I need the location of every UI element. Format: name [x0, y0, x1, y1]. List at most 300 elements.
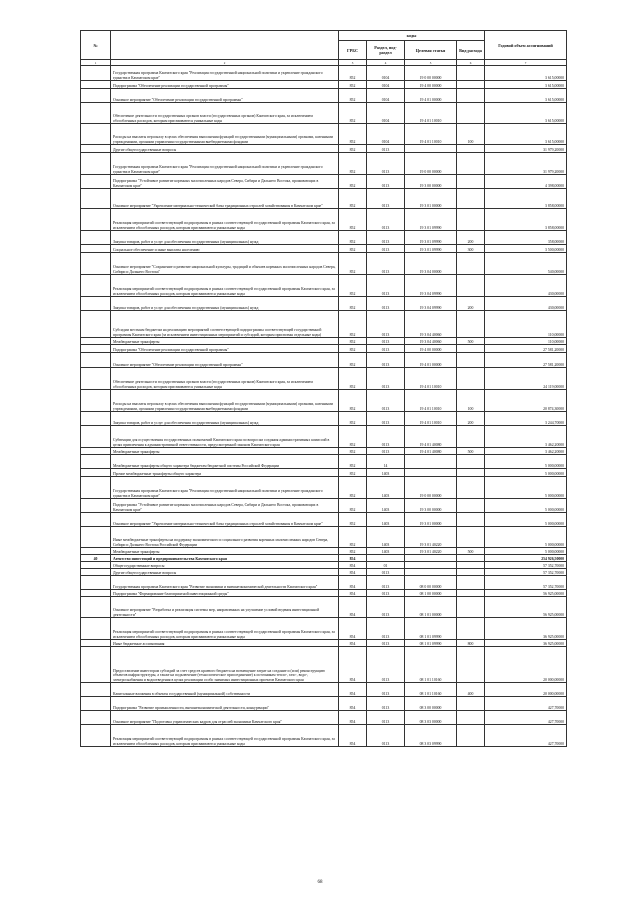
row-vid-cell [457, 145, 485, 153]
row-vid-cell [457, 590, 485, 597]
row-number-cell [81, 390, 111, 412]
row-grbs-cell: 852 [339, 353, 367, 368]
row-razdel-cell: 0113 [367, 590, 405, 597]
column-index: 6 [457, 60, 485, 66]
row-tsel-cell: 19 3 04 00000 [405, 253, 457, 275]
row-vid-cell: 800 [457, 640, 485, 647]
row-grbs-cell: 852 [339, 338, 367, 345]
row-razdel-cell: 0113 [367, 412, 405, 426]
row-number-cell [81, 618, 111, 640]
row-amount-cell: 430,00000 [485, 275, 567, 297]
row-name-cell: Основное мероприятие "Подготовка управленческих кадров для отраслей экономики Камчатского края" [111, 711, 339, 725]
row-number-cell [81, 66, 111, 81]
row-amount-cell: 3 615,00000 [485, 124, 567, 145]
row-name-cell: Основное мероприятие "Разработка и реализация системы мер, направленных на улучшение условий ведения инвестиционной деятельности" [111, 597, 339, 618]
row-razdel-cell: 0113 [367, 209, 405, 231]
row-amount-cell: 27 581,20000 [485, 345, 567, 353]
row-grbs-cell: 852 [339, 499, 367, 513]
row-tsel-cell: 19 0 00 00000 [405, 153, 457, 175]
row-vid-cell: 500 [457, 448, 485, 455]
row-tsel-cell: 08 3 03 09990 [405, 725, 457, 747]
row-number-cell [81, 368, 111, 390]
row-number-cell [81, 597, 111, 618]
row-razdel-cell: 0113 [367, 311, 405, 338]
row-grbs-cell: 854 [339, 597, 367, 618]
row-tsel-cell [405, 455, 457, 469]
row-razdel-cell [367, 555, 405, 562]
row-tsel-cell: 19 3 01 40220 [405, 527, 457, 548]
row-grbs-cell: 852 [339, 253, 367, 275]
column-index: 2 [111, 60, 339, 66]
row-tsel-cell: 19 4 01 40080 [405, 448, 457, 455]
row-number-cell [81, 103, 111, 124]
column-index: 3 [339, 60, 367, 66]
row-name-cell: Закупка товаров, работ и услуг для обеспечения государственных (муниципальных) нужд [111, 231, 339, 245]
row-amount-cell: 3 615,00000 [485, 103, 567, 124]
row-grbs-cell: 852 [339, 175, 367, 189]
row-number-cell [81, 499, 111, 513]
row-vid-cell [457, 725, 485, 747]
row-tsel-cell [405, 569, 457, 576]
row-vid-cell [457, 597, 485, 618]
row-amount-cell: 3 244,70000 [485, 412, 567, 426]
row-grbs-cell: 854 [339, 569, 367, 576]
row-name-cell: Межбюджетные трансферты [111, 338, 339, 345]
row-grbs-cell: 854 [339, 576, 367, 590]
row-number-cell [81, 353, 111, 368]
row-name-cell: Субвенции для осуществления государственных полномочий Камчатского края по вопросам создания административных комиссий в целях привлечения к административной ответственности, предусмотренной законом Камчатского края [111, 426, 339, 448]
row-amount-cell: 358,00000 [485, 231, 567, 245]
row-amount-cell: 20 000,00000 [485, 683, 567, 697]
row-razdel-cell: 01 [367, 562, 405, 569]
row-name-cell: Основное мероприятие "Обеспечение реализации государственной программы" [111, 89, 339, 103]
budget-table [80, 30, 567, 747]
table-row [81, 145, 567, 153]
col-grbs-header: ГРБС [339, 41, 367, 60]
row-vid-cell: 100 [457, 390, 485, 412]
row-vid-cell [457, 527, 485, 548]
row-razdel-cell: 1403 [367, 499, 405, 513]
col-razdel-header: Раздел, под-раздел [367, 41, 405, 60]
row-name-cell: Социальное обеспечение и иные выплаты населению [111, 245, 339, 253]
row-tsel-cell: 19 3 01 09990 [405, 245, 457, 253]
row-grbs-cell: 854 [339, 711, 367, 725]
row-name-cell: Государственная программа Камчатского края "Реализация государственной национальной политики и укрепление гражданского единства в Камчатском крае" [111, 477, 339, 499]
table-row [81, 338, 567, 345]
row-razdel-cell: 0113 [367, 297, 405, 311]
column-index: 7 [485, 60, 567, 66]
table-row [81, 353, 567, 368]
row-number-cell [81, 253, 111, 275]
row-razdel-cell: 1403 [367, 469, 405, 477]
row-tsel-cell: 19 3 00 00000 [405, 499, 457, 513]
row-tsel-cell: 19 4 01 40080 [405, 426, 457, 448]
row-razdel-cell: 0113 [367, 390, 405, 412]
row-tsel-cell: 19 3 04 40060 [405, 338, 457, 345]
table-row [81, 245, 567, 253]
table-row [81, 576, 567, 590]
row-razdel-cell: 0113 [367, 253, 405, 275]
col-amount-header: Годовой объем ассигнований [485, 31, 567, 60]
row-number-cell [81, 697, 111, 711]
row-grbs-cell: 854 [339, 683, 367, 697]
row-razdel-cell: 0113 [367, 368, 405, 390]
row-vid-cell: 500 [457, 548, 485, 555]
row-razdel-cell: 0104 [367, 89, 405, 103]
row-amount-cell: 540,00000 [485, 253, 567, 275]
row-amount-cell: 5 000,00000 [485, 499, 567, 513]
table-row [81, 597, 567, 618]
table-row [81, 513, 567, 527]
row-amount-cell: 56 925,00000 [485, 590, 567, 597]
row-tsel-cell [405, 562, 457, 569]
row-vid-cell [457, 618, 485, 640]
table-row [81, 81, 567, 89]
row-razdel-cell: 0113 [367, 683, 405, 697]
row-number-cell [81, 189, 111, 209]
table-row [81, 725, 567, 747]
row-grbs-cell: 854 [339, 725, 367, 747]
row-tsel-cell [405, 469, 457, 477]
row-grbs-cell: 854 [339, 618, 367, 640]
row-grbs-cell: 854 [339, 647, 367, 683]
table-row [81, 189, 567, 209]
row-tsel-cell: 19 4 01 00000 [405, 353, 457, 368]
row-razdel-cell: 0113 [367, 338, 405, 345]
row-number-cell [81, 338, 111, 345]
row-razdel-cell: 0104 [367, 81, 405, 89]
row-grbs-cell: 852 [339, 448, 367, 455]
table-row [81, 562, 567, 569]
table-row [81, 569, 567, 576]
row-number-cell [81, 562, 111, 569]
row-grbs-cell: 852 [339, 81, 367, 89]
row-vid-cell [457, 368, 485, 390]
row-razdel-cell: 0113 [367, 153, 405, 175]
row-grbs-cell: 854 [339, 640, 367, 647]
row-amount-cell: 36 925,00000 [485, 618, 567, 640]
row-razdel-cell: 0113 [367, 569, 405, 576]
row-name-cell: Общегосударственные вопросы [111, 562, 339, 569]
row-vid-cell [457, 153, 485, 175]
table-row [81, 448, 567, 455]
row-name-cell: Основное мероприятие "Укрепление материально-технической базы традиционных отраслей хозяйствования в Камчатском крае" [111, 513, 339, 527]
row-number-cell [81, 455, 111, 469]
row-tsel-cell: 08 1 01 00000 [405, 597, 457, 618]
row-number-cell [81, 275, 111, 297]
row-razdel-cell: 0113 [367, 231, 405, 245]
row-tsel-cell [405, 555, 457, 562]
row-name-cell: Основное мероприятие "Сохранение и развитие национальной культуры, традиций и обычаев коренных малочисленных народов Севера, Сибири и Дальнего Востока" [111, 253, 339, 275]
table-row [81, 640, 567, 647]
row-vid-cell [457, 345, 485, 353]
col-num-header: № [81, 31, 111, 60]
row-grbs-cell: 852 [339, 297, 367, 311]
row-name-cell: Подпрограмма "Обеспечение реализации государственной программы" [111, 345, 339, 353]
table-row [81, 477, 567, 499]
row-razdel-cell: 0113 [367, 597, 405, 618]
row-vid-cell [457, 513, 485, 527]
row-amount-cell: 3 615,00000 [485, 81, 567, 89]
row-grbs-cell: 852 [339, 527, 367, 548]
row-vid-cell: 200 [457, 297, 485, 311]
row-vid-cell [457, 499, 485, 513]
row-amount-cell: 110,00000 [485, 311, 567, 338]
row-vid-cell [457, 477, 485, 499]
row-vid-cell [457, 569, 485, 576]
table-row [81, 311, 567, 338]
row-amount-cell: 36 925,00000 [485, 640, 567, 647]
row-razdel-cell: 0113 [367, 275, 405, 297]
row-number-cell [81, 209, 111, 231]
row-vid-cell: 300 [457, 245, 485, 253]
row-razdel-cell: 0113 [367, 345, 405, 353]
row-razdel-cell: 0113 [367, 448, 405, 455]
row-number-cell [81, 153, 111, 175]
row-name-cell: Реализация мероприятий соответствующей подпрограммы в рамках соответствующей государственной программы Камчатского края, за исключением обособленных расходов, которым присваиваются уникальные коды [111, 618, 339, 640]
table-row [81, 103, 567, 124]
row-grbs-cell: 852 [339, 153, 367, 175]
row-tsel-cell: 19 3 00 00000 [405, 175, 457, 189]
row-number-cell [81, 311, 111, 338]
table-row [81, 426, 567, 448]
row-grbs-cell: 852 [339, 89, 367, 103]
row-vid-cell: 100 [457, 124, 485, 145]
row-number-cell [81, 527, 111, 548]
row-number-cell [81, 469, 111, 477]
row-name-cell: Межбюджетные трансферты [111, 548, 339, 555]
row-name-cell: Государственная программа Камчатского края "Реализация государственной национальной политики и укрепление гражданского единства в Камчатском крае" [111, 66, 339, 81]
row-tsel-cell: 19 0 00 00000 [405, 66, 457, 81]
row-vid-cell [457, 103, 485, 124]
row-razdel-cell: 0113 [367, 647, 405, 683]
row-amount-cell: 3 615,00000 [485, 89, 567, 103]
row-grbs-cell: 854 [339, 697, 367, 711]
table-body [81, 66, 567, 747]
row-number-cell [81, 412, 111, 426]
row-grbs-cell: 852 [339, 513, 367, 527]
row-vid-cell [457, 253, 485, 275]
row-razdel-cell: 1403 [367, 548, 405, 555]
row-razdel-cell: 0113 [367, 711, 405, 725]
row-razdel-cell: 0104 [367, 66, 405, 81]
row-grbs-cell: 852 [339, 368, 367, 390]
table-row [81, 697, 567, 711]
table-row [81, 89, 567, 103]
row-name-cell: Государственная программа Камчатского края "Развитие экономики и внешнеэкономической деятельности Камчатского края" [111, 576, 339, 590]
row-tsel-cell: 19 4 01 10010 [405, 124, 457, 145]
row-number-cell [81, 124, 111, 145]
row-number-cell [81, 231, 111, 245]
row-name-cell: Иные бюджетные ассигнования [111, 640, 339, 647]
table-row [81, 209, 567, 231]
row-vid-cell [457, 576, 485, 590]
row-vid-cell [457, 711, 485, 725]
row-amount-cell: 5 000,00000 [485, 455, 567, 469]
row-grbs-cell: 852 [339, 189, 367, 209]
row-grbs-cell: 854 [339, 590, 367, 597]
row-number-cell: 40 [81, 555, 111, 562]
row-number-cell [81, 477, 111, 499]
row-number-cell [81, 89, 111, 103]
table-row [81, 469, 567, 477]
row-tsel-cell: 08 1 00 00000 [405, 590, 457, 597]
row-tsel-cell: 08 3 03 00000 [405, 711, 457, 725]
row-amount-cell: 57 352,70000 [485, 569, 567, 576]
row-name-cell: Основное мероприятие "Укрепление материально-технической базы традиционных отраслей хозяйствования в Камчатском крае" [111, 189, 339, 209]
table-row [81, 231, 567, 245]
row-name-cell: Агентство инвестиций и предпринимательства Камчатского края [111, 555, 339, 562]
row-tsel-cell [405, 145, 457, 153]
row-tsel-cell: 19 3 01 09990 [405, 231, 457, 245]
row-tsel-cell: 19 4 01 10010 [405, 368, 457, 390]
row-razdel-cell: 1403 [367, 513, 405, 527]
row-number-cell [81, 725, 111, 747]
row-amount-cell: 20 000,00000 [485, 647, 567, 683]
row-name-cell: Государственная программа Камчатского края "Реализация государственной национальной политики и укрепление гражданского единства в Камчатском крае" [111, 153, 339, 175]
row-razdel-cell: 0113 [367, 245, 405, 253]
row-vid-cell [457, 647, 485, 683]
row-number-cell [81, 245, 111, 253]
table-row [81, 683, 567, 697]
row-name-cell: Подпрограмма "Устойчивое развитие коренных малочисленных народов Севера, Сибири и Дальнего Востока, проживающих в Камчатском крае" [111, 175, 339, 189]
row-grbs-cell: 852 [339, 412, 367, 426]
row-tsel-cell: 08 1 01 10160 [405, 647, 457, 683]
row-tsel-cell: 19 3 01 00000 [405, 189, 457, 209]
row-name-cell: Подпрограмма "Развитие промышленности, внешнеэкономической деятельности, конкуренции" [111, 697, 339, 711]
row-vid-cell: 200 [457, 412, 485, 426]
row-tsel-cell: 08 0 00 00000 [405, 576, 457, 590]
row-number-cell [81, 683, 111, 697]
row-name-cell: Закупка товаров, работ и услуг для обеспечения государственных (муниципальных) нужд [111, 297, 339, 311]
table-row [81, 368, 567, 390]
row-number-cell [81, 297, 111, 311]
row-tsel-cell: 19 3 04 40060 [405, 311, 457, 338]
row-vid-cell [457, 311, 485, 338]
row-tsel-cell: 19 0 00 00000 [405, 477, 457, 499]
table-row [81, 124, 567, 145]
row-amount-cell: 24 119,00000 [485, 368, 567, 390]
row-tsel-cell: 19 3 04 09990 [405, 297, 457, 311]
row-razdel-cell: 0113 [367, 725, 405, 747]
column-index: 5 [405, 60, 457, 66]
row-vid-cell [457, 562, 485, 569]
table-row [81, 647, 567, 683]
column-index: 1 [81, 60, 111, 66]
row-grbs-cell: 852 [339, 345, 367, 353]
row-amount-cell: 5 000,00000 [485, 527, 567, 548]
row-grbs-cell: 852 [339, 145, 367, 153]
col-vid-header: Вид расхода [457, 41, 485, 60]
row-grbs-cell: 854 [339, 555, 367, 562]
table-row [81, 527, 567, 548]
row-amount-cell: 57 352,70000 [485, 562, 567, 569]
row-grbs-cell: 852 [339, 231, 367, 245]
row-name-cell: Основное мероприятие "Обеспечение реализации государственной программы" [111, 353, 339, 368]
page-number: 68 [317, 880, 323, 885]
row-vid-cell: 200 [457, 231, 485, 245]
table-row [81, 618, 567, 640]
row-name-cell: Подпрограмма "Устойчивое развитие коренных малочисленных народов Севера, Сибири и Дальнего Востока, проживающих в Камчатском крае" [111, 499, 339, 513]
row-number-cell [81, 81, 111, 89]
table-row [81, 711, 567, 725]
codes-header: коды [339, 31, 485, 41]
row-vid-cell [457, 175, 485, 189]
row-razdel-cell: 0113 [367, 697, 405, 711]
row-name-cell: Предоставление инвесторам субсидий за счет средств краевого бюджета на возмещение затрат на создание и (или) реконструкцию объектов инфраструктуры, а также на подключение (технологическое присоединение) к источникам тепло-, газо-, водо-, электроснабжения и водоотведения в целях реализации особо значимых инвестиционных проектов Камчатского края [111, 647, 339, 683]
row-number-cell [81, 711, 111, 725]
row-name-cell: Обеспечение деятельности государственных органов власти (государственных органов) Камчатского края, за исключением обособленных расходов, которым присваиваются уникальные коды [111, 103, 339, 124]
row-amount-cell: 427,70000 [485, 697, 567, 711]
row-name-cell: Иные межбюджетные трансферты на поддержку экономического и социального развития коренных малочисленных народов Севера, Сибири и Дальнего Востока Российской Федерации [111, 527, 339, 548]
row-tsel-cell: 19 4 01 10010 [405, 412, 457, 426]
table-row [81, 548, 567, 555]
row-razdel-cell: 0113 [367, 576, 405, 590]
row-vid-cell [457, 66, 485, 81]
row-name-cell: Межбюджетные трансферты общего характера бюджетам бюджетной системы Российской Федерации [111, 455, 339, 469]
row-grbs-cell: 852 [339, 477, 367, 499]
row-name-cell: Расходы на выплаты персоналу в целях обеспечения выполнения функций государственными (муниципальными) органами, казенными учреждениями, органами управления государственными внебюджетными фондами [111, 390, 339, 412]
row-number-cell [81, 426, 111, 448]
row-tsel-cell: 19 4 01 00000 [405, 89, 457, 103]
row-grbs-cell: 852 [339, 209, 367, 231]
row-name-cell: Прочие межбюджетные трансферты общего характера [111, 469, 339, 477]
row-amount-cell: 3 500,00000 [485, 245, 567, 253]
table-row [81, 499, 567, 513]
row-grbs-cell: 852 [339, 103, 367, 124]
row-razdel-cell: 0113 [367, 426, 405, 448]
row-amount-cell: 5 000,00000 [485, 513, 567, 527]
row-name-cell: Реализация мероприятий соответствующей подпрограммы в рамках соответствующей государственной программы Камчатского края, за исключением обособленных расходов, которым присваиваются уникальные коды [111, 275, 339, 297]
row-razdel-cell: 1403 [367, 527, 405, 548]
table-row [81, 275, 567, 297]
row-name-cell: Реализация мероприятий соответствующей подпрограммы в рамках соответствующей государственной программы Камчатского края, за исключением обособленных расходов, которым присваиваются уникальные коды [111, 725, 339, 747]
column-index: 4 [367, 60, 405, 66]
row-grbs-cell: 852 [339, 275, 367, 297]
row-name-cell: Капитальные вложения в объекты государственной (муниципальной) собственности [111, 683, 339, 697]
row-vid-cell [457, 426, 485, 448]
row-amount-cell: 427,70000 [485, 725, 567, 747]
row-vid-cell [457, 555, 485, 562]
row-razdel-cell: 0113 [367, 175, 405, 189]
table-row [81, 345, 567, 353]
row-vid-cell [457, 189, 485, 209]
row-vid-cell: 400 [457, 683, 485, 697]
row-vid-cell [457, 81, 485, 89]
row-amount-cell: 27 581,20000 [485, 353, 567, 368]
row-vid-cell [457, 697, 485, 711]
row-grbs-cell: 852 [339, 390, 367, 412]
row-razdel-cell: 14 [367, 455, 405, 469]
row-tsel-cell: 08 3 00 00000 [405, 697, 457, 711]
row-number-cell [81, 175, 111, 189]
row-amount-cell: 3 462,20000 [485, 448, 567, 455]
row-name-cell: Подпрограмма "Обеспечение реализации государственной программы" [111, 81, 339, 89]
table-row [81, 66, 567, 81]
table-row [81, 455, 567, 469]
row-number-cell [81, 590, 111, 597]
row-grbs-cell: 852 [339, 469, 367, 477]
row-tsel-cell: 19 4 00 00000 [405, 345, 457, 353]
table-row [81, 390, 567, 412]
row-vid-cell [457, 353, 485, 368]
row-razdel-cell: 1403 [367, 477, 405, 499]
row-amount-cell: 4 398,00000 [485, 175, 567, 189]
row-razdel-cell: 0113 [367, 618, 405, 640]
row-vid-cell [457, 89, 485, 103]
row-name-cell: Другие общегосударственные вопросы [111, 569, 339, 576]
row-amount-cell: 110,00000 [485, 338, 567, 345]
